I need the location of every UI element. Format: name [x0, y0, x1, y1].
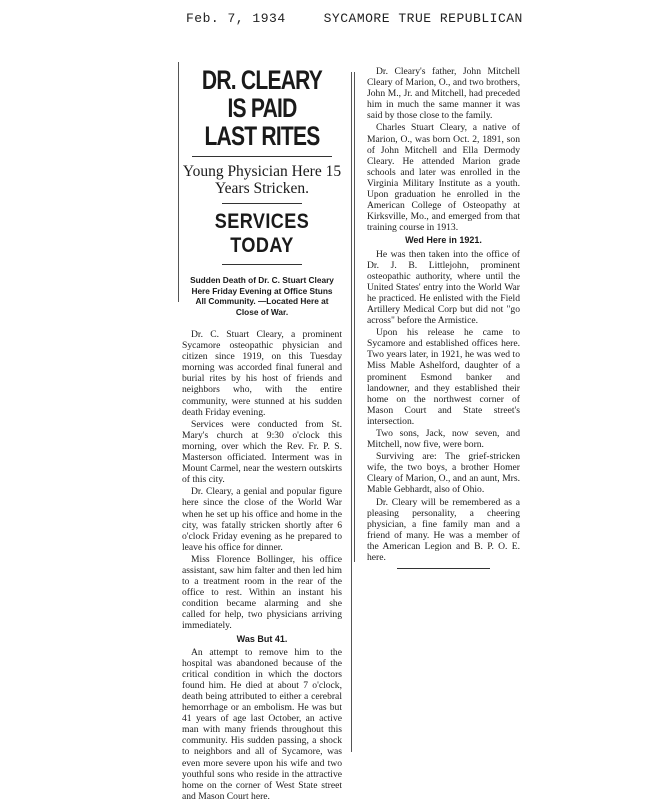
- headline-main: DR. CLEARY IS PAID LAST RITES: [201, 65, 323, 151]
- paragraph: Charles Stuart Cleary, a native of Marion, O., was born Oct. 2, 1891, son of John Mitchell and Ella Dermody Cleary. He attended Marion grade schools and later was enrolled in the Virginia Military Institute as a youth. Upon graduation he enrolled in the American College of Osteopathy at Kirksville, Mo., and emerged from that training course in 1913.: [367, 122, 520, 234]
- paragraph: Two sons, Jack, now seven, and Mitchell, now five, were born.: [367, 428, 520, 451]
- paragraph: An attempt to remove him to the hospital was abandoned because of the critical condition in which the doctors found him. He died at about 7 o'clock, death being attributed to either a cerebral hemorrhage or an embolism. He was but 41 years of age last October, an active man with many friends throughout this community. His sudden passing, a shock to neighbors and all of Sycamore, was even more severe upon his wife and two youthful sons who reside in the attractive home on the corner of West State street and Mason Court here.: [182, 646, 342, 802]
- headline-divider: [192, 156, 332, 157]
- headline-second: SERVICES TODAY: [214, 210, 310, 257]
- clipping-date: Feb. 7, 1934: [186, 11, 286, 26]
- paragraph: Dr. Cleary's father, John Mitchell Cleary of Marion, O., and two brothers, John M., Jr. and Mitchell, had preceded him in much the same manner it was said by those close to the family.: [367, 66, 520, 122]
- document-header: [186, 11, 523, 26]
- column-rule-right: [354, 72, 355, 562]
- paragraph: Services were conducted from St. Mary's church at 9:30 o'clock this morning, over which the Rev. Fr. P. S. Masterson officiated. Interment was in Mount Carmel, near the western outskirts of this city.: [182, 418, 342, 486]
- article-column-left: [182, 58, 342, 803]
- paragraph: Dr. C. Stuart Cleary, a prominent Sycamore osteopathic physician and citizen since 1919, on this Tuesday morning was accorded final funeral and burial rites by his host of friends and neighbors who, with the entire community, were stunned at his sudden death Friday evening.: [182, 329, 342, 418]
- paragraph: Miss Florence Bollinger, his office assistant, saw him falter and then led him to a treatment room in the rear of the office to rest. Within an instant his condition became alarming and she called for help, two physicians arriving immediately.: [182, 553, 342, 632]
- headline-divider: [222, 264, 302, 265]
- paragraph: Dr. Cleary will be remembered as a pleasing personality, a cheering physician, a fine family man and a friend of many. He was a member of the American Legion and B. P. O. E. here.: [367, 496, 520, 564]
- article-end-rule: [397, 568, 490, 569]
- subheading: Wed Here in 1921.: [405, 235, 482, 246]
- article-deck: Sudden Death of Dr. C. Stuart Cleary Here Friday Evening at Office Stuns All Community. —Located Here at Close of War.: [190, 275, 334, 317]
- paragraph: Dr. Cleary, a genial and popular figure here since the close of the World War when he set up his office and home in the city, was fatally stricken shortly after 6 o'clock Friday evening as he prepared to leave his office for dinner.: [182, 486, 342, 553]
- paragraph: Surviving are: The grief-stricken wife, the two boys, a brother Homer Cleary of Marion, O., and an aunt, Mrs. Mable Gebhardt, also of Ohio.: [367, 451, 520, 496]
- article-column-right: [367, 66, 520, 569]
- headline-subtitle: Young Physician Here 15 Years Stricken.: [182, 163, 342, 197]
- publication-name: SYCAMORE TRUE REPUBLICAN: [323, 11, 523, 26]
- paragraph: He was then taken into the office of Dr. J. B. Littlejohn, prominent osteopathic authority, where until the United States' entry into the World War he practiced. He enlisted with the Field Artillery Medical Corp but did not "go across" before the Armistice.: [367, 248, 520, 327]
- paragraph: Upon his release he came to Sycamore and established offices here. Two years later, in 1921, he was wed to Miss Mable Ashelford, daughter of a prominent Esmond banker and landowner, and they established their home on the northwest corner of Mason Court and State street's intersection.: [367, 327, 520, 427]
- column-rule-middle: [351, 72, 352, 752]
- subheading: Was But 41.: [236, 633, 288, 644]
- column-rule-left: [178, 62, 179, 302]
- headline-divider: [222, 203, 302, 204]
